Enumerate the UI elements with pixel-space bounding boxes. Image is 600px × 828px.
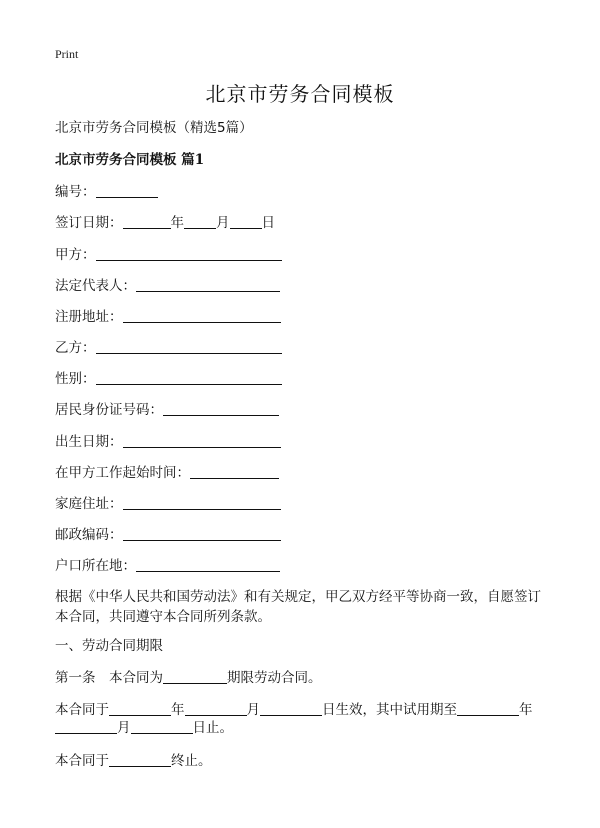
field-start-time xyxy=(55,463,279,483)
probation-month-blank[interactable] xyxy=(55,719,117,734)
terminate-suffix: 终止。 xyxy=(171,753,212,769)
postal-code-blank[interactable] xyxy=(123,526,281,541)
field-id-number xyxy=(55,400,279,420)
effective-prefix: 本合同于 xyxy=(55,702,109,718)
month-label: 月 xyxy=(216,215,230,231)
year-label: 年 xyxy=(519,702,533,718)
field-label: 家庭住址： xyxy=(55,496,123,512)
id-number-blank[interactable] xyxy=(163,401,279,416)
field-legal-rep xyxy=(55,276,280,296)
year-label: 年 xyxy=(170,215,184,231)
section-one-heading: 一、劳动合同期限 xyxy=(55,638,163,654)
legal-rep-blank[interactable] xyxy=(136,277,280,292)
field-label: 邮政编码： xyxy=(55,527,123,543)
field-gender xyxy=(55,369,282,389)
hukou-blank[interactable] xyxy=(136,557,280,572)
field-label: 注册地址： xyxy=(55,309,123,325)
field-label: 出生日期： xyxy=(55,434,123,450)
intro-paragraph: 根据《中华人民共和国劳动法》和有关规定，甲乙双方经平等协商一致，自愿签订本合同，共同遵守本合同所列条款。 xyxy=(55,589,541,625)
document-subtitle: 北京市劳务合同模板（精选5篇） xyxy=(55,120,253,136)
effective-year-blank[interactable] xyxy=(109,701,171,716)
sign-day-blank[interactable] xyxy=(230,214,262,229)
birth-date-blank[interactable] xyxy=(123,433,281,448)
field-label: 法定代表人： xyxy=(55,278,136,294)
article-one-suffix: 期限劳动合同。 xyxy=(227,670,322,686)
field-label: 甲方： xyxy=(55,247,96,263)
field-postal-code xyxy=(55,525,281,545)
effective-clause-line2 xyxy=(55,718,233,738)
day-label: 日 xyxy=(261,215,275,231)
field-reg-address xyxy=(55,307,281,327)
field-sign-date xyxy=(55,213,275,233)
gender-blank[interactable] xyxy=(96,370,282,385)
page-title: 北京市劳务合同模板 xyxy=(205,82,395,106)
field-label: 户口所在地： xyxy=(55,558,136,574)
probation-day-blank[interactable] xyxy=(131,719,193,734)
field-party-b xyxy=(55,338,282,358)
article-one-prefix: 第一条 本合同为 xyxy=(55,670,163,686)
effective-month-blank[interactable] xyxy=(185,701,247,716)
field-label: 签订日期： xyxy=(55,215,123,231)
probation-year-blank[interactable] xyxy=(457,701,519,716)
party-b-blank[interactable] xyxy=(96,339,282,354)
field-label: 性别： xyxy=(55,371,96,387)
field-label: 编号： xyxy=(55,184,96,200)
year-label: 年 xyxy=(171,702,185,718)
field-label: 在甲方工作起始时间： xyxy=(55,465,190,481)
reg-address-blank[interactable] xyxy=(123,308,281,323)
field-birth-date xyxy=(55,432,281,452)
terminate-prefix: 本合同于 xyxy=(55,753,109,769)
number-blank[interactable] xyxy=(96,183,158,198)
effective-end: 日止。 xyxy=(192,720,233,736)
field-label: 乙方： xyxy=(55,340,96,356)
field-home-address xyxy=(55,494,281,514)
contract-term-blank[interactable] xyxy=(163,669,227,684)
start-time-blank[interactable] xyxy=(190,464,279,479)
article-one xyxy=(55,668,322,688)
print-label[interactable]: Print xyxy=(55,47,79,61)
termination-date-blank[interactable] xyxy=(109,752,171,767)
month-label: 月 xyxy=(246,702,260,718)
section-heading: 北京市劳务合同模板 篇1 xyxy=(55,152,205,168)
field-number xyxy=(55,182,158,202)
effective-day-blank[interactable] xyxy=(260,701,322,716)
field-label: 居民身份证号码： xyxy=(55,402,163,418)
effective-clause-line1 xyxy=(55,700,533,720)
party-a-blank[interactable] xyxy=(96,246,282,261)
home-address-blank[interactable] xyxy=(123,495,281,510)
field-hukou xyxy=(55,556,280,576)
sign-month-blank[interactable] xyxy=(184,214,216,229)
month-label: 月 xyxy=(117,720,131,736)
field-party-a xyxy=(55,245,282,265)
termination-clause xyxy=(55,751,212,771)
sign-year-blank[interactable] xyxy=(123,214,171,229)
effective-mid: 日生效，其中试用期至 xyxy=(322,702,457,718)
